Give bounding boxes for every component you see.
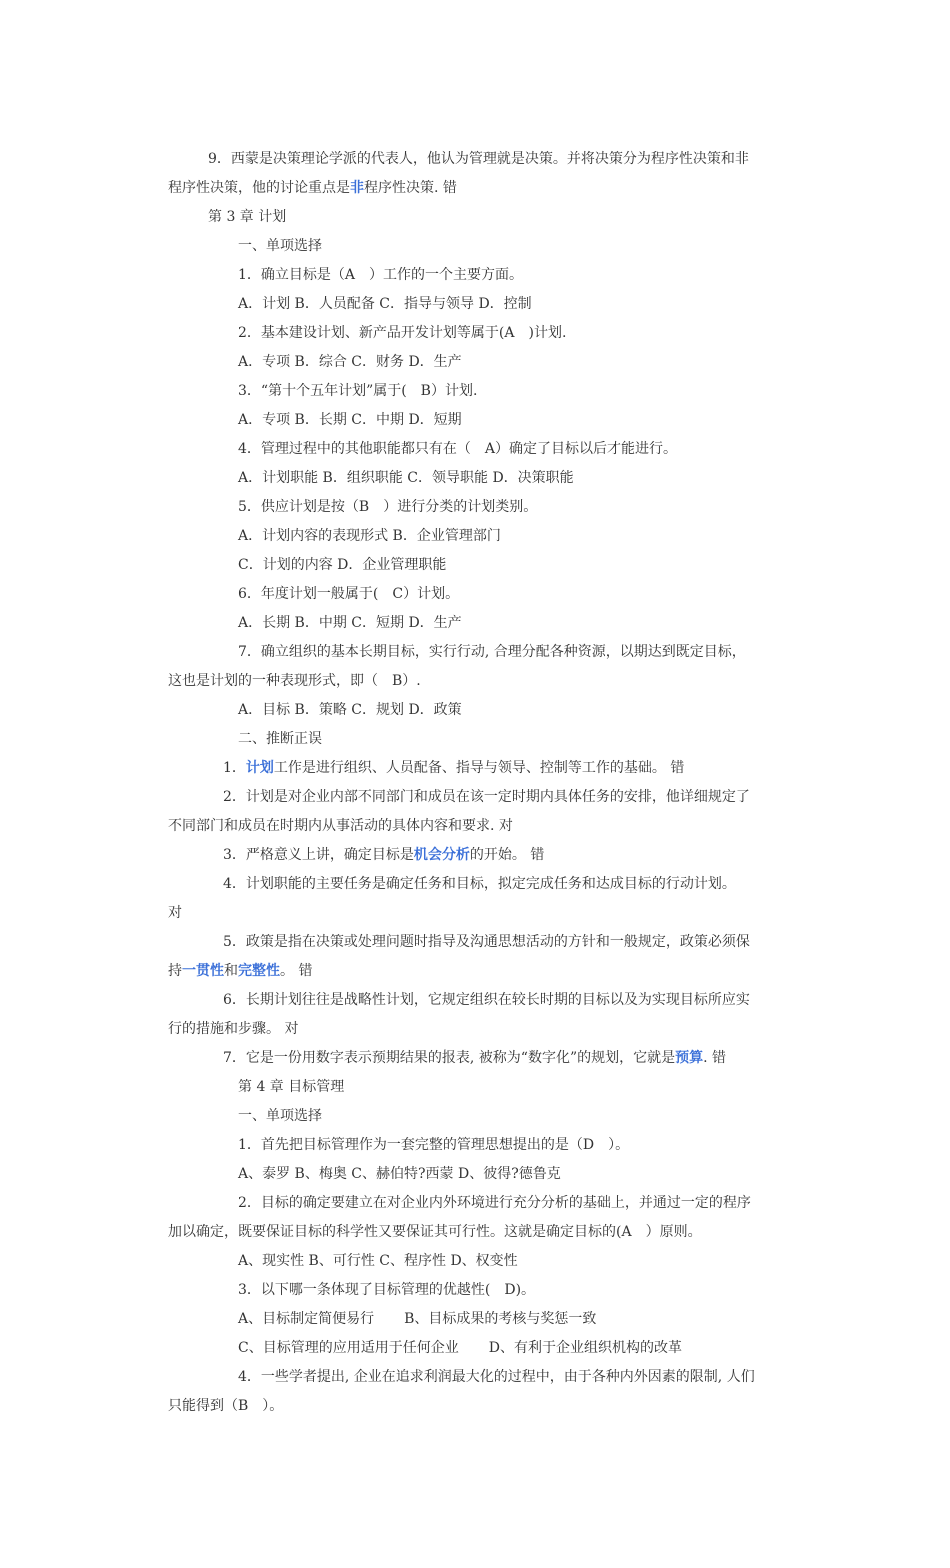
section-heading: 一、单项选择 (238, 1108, 322, 1124)
statement-line: 3．严格意义上讲，确定目标是机会分析的开始。 错 (223, 847, 545, 863)
statement-line: 1．计划工作是进行组织、人员配备、指导与领导、控制等工作的基础。 错 (223, 760, 685, 776)
highlight-link[interactable]: 预算 (675, 1050, 704, 1066)
statement-line: 5．政策是指在决策或处理问题时指导及沟通思想活动的方针和一般规定，政策必须保 (223, 934, 750, 950)
highlight-link[interactable]: 计划 (245, 760, 274, 776)
statement-line: 行的措施和步骤。 对 (168, 1021, 299, 1037)
highlight-link[interactable]: 非 (350, 180, 364, 196)
question-line: 4．一些学者提出, 企业在追求利润最大化的过程中，由于各种内外因素的限制, 人们 (238, 1369, 755, 1385)
highlight-link[interactable]: 一贯性 (182, 963, 224, 979)
options-line: A．计划 B．人员配备 C．指导与领导 D．控制 (238, 296, 532, 312)
question-line: 2．目标的确定要建立在对企业内外环境进行充分分析的基础上，并通过一定的程序 (238, 1195, 751, 1211)
question-line: 7．确立组织的基本长期目标，实行行动, 合理分配各种资源，以期达到既定目标， (238, 644, 746, 660)
section-heading: 二、推断正误 (238, 731, 322, 747)
section-heading: 一、单项选择 (238, 238, 322, 254)
question-line: 1．确立目标是（A ）工作的一个主要方面。 (238, 267, 524, 283)
chapter-heading: 第 4 章 目标管理 (238, 1079, 345, 1095)
question-line: 6．年度计划一般属于( C）计划。 (238, 586, 460, 602)
options-line: A、现实性 B、可行性 C、程序性 D、权变性 (238, 1253, 518, 1269)
options-line: A．目标 B．策略 C．规划 D．政策 (238, 702, 462, 718)
question-line: 2．基本建设计划、新产品开发计划等属于(A )计划. (238, 325, 567, 341)
question-line: 这也是计划的一种表现形式，即（ B）. (168, 673, 421, 689)
question-line: 3．以下哪一条体现了目标管理的优越性( D)。 (238, 1282, 536, 1298)
statement-line: 持一贯性和完整性。 错 (168, 963, 313, 979)
question-line: 加以确定，既要保证目标的科学性又要保证其可行性。这就是确定目标的(A ）原则。 (168, 1224, 702, 1240)
question-line: 5．供应计划是按（B ）进行分类的计划类别。 (238, 499, 538, 515)
statement-line: 不同部门和成员在时期内从事活动的具体内容和要求. 对 (168, 818, 513, 834)
statement-line: 7．它是一份用数字表示预期结果的报表, 被称为“数字化”的规划，它就是预算. 错 (223, 1050, 727, 1066)
options-line: A．长期 B．中期 C．短期 D．生产 (238, 615, 462, 631)
chapter-heading: 第 3 章 计划 (208, 209, 287, 225)
options-line: A、泰罗 B、梅奥 C、赫伯特?西蒙 D、彼得?德鲁克 (238, 1166, 561, 1182)
options-line: A．专项 B．长期 C．中期 D．短期 (238, 412, 462, 428)
options-line: A、目标制定简便易行 B、目标成果的考核与奖惩一致 (238, 1311, 597, 1327)
question-line: 3．“第十个五年计划”属于( B）计划. (238, 383, 478, 399)
options-line: A．计划内容的表现形式 B．企业管理部门 (238, 528, 501, 544)
paragraph-line: 程序性决策，他的讨论重点是非程序性决策. 错 (168, 180, 457, 196)
highlight-link[interactable]: 完整性 (238, 963, 280, 979)
paragraph-line: 9．西蒙是决策理论学派的代表人，他认为管理就是决策。并将决策分为程序性决策和非 (208, 151, 749, 167)
question-line: 只能得到（B ）。 (168, 1398, 284, 1414)
statement-line: 4．计划职能的主要任务是确定任务和目标，拟定完成任务和达成目标的行动计划。 (223, 876, 736, 892)
statement-line: 2．计划是对企业内部不同部门和成员在该一定时期内具体任务的安排，他详细规定了 (223, 789, 750, 805)
document-body (168, 145, 783, 1421)
options-line: A．专项 B．综合 C．财务 D．生产 (238, 354, 462, 370)
options-line: C、目标管理的应用适用于任何企业 D、有利于企业组织机构的改革 (238, 1340, 682, 1356)
options-line: C．计划的内容 D．企业管理职能 (238, 557, 447, 573)
highlight-link[interactable]: 机会分析 (413, 847, 470, 863)
options-line: A．计划职能 B．组织职能 C．领导职能 D．决策职能 (238, 470, 574, 486)
question-line: 1．首先把目标管理作为一套完整的管理思想提出的是（D ）。 (238, 1137, 630, 1153)
statement-line: 6．长期计划往往是战略性计划，它规定组织在较长时期的目标以及为实现目标所应实 (223, 992, 750, 1008)
question-line: 4．管理过程中的其他职能都只有在（ A）确定了目标以后才能进行。 (238, 441, 678, 457)
statement-line: 对 (168, 905, 182, 921)
